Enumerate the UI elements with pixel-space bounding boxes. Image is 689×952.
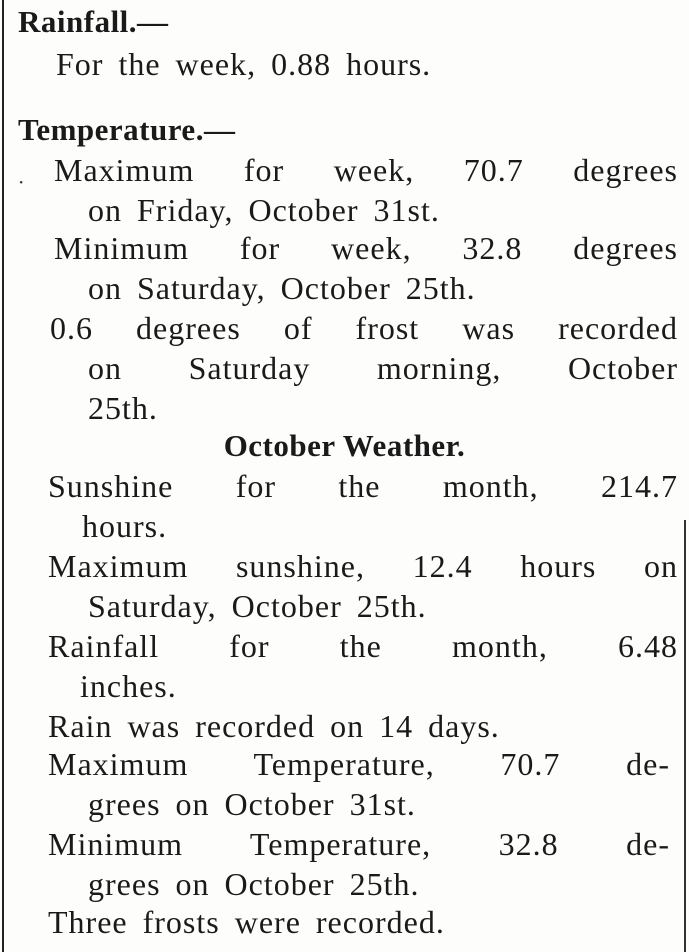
frost-line-1: 0.6 degrees of frost was recorded	[50, 310, 678, 346]
max-sunshine-line-2: Saturday, October 25th.	[88, 588, 427, 624]
max-temp-line-1: Maximum Temperature, 70.7 de-	[48, 746, 670, 782]
temperature-heading: Temperature.—	[18, 112, 236, 147]
min-week-line-1: Minimum for week, 32.8 degrees	[54, 230, 678, 266]
right-column-rule	[684, 520, 686, 952]
rainfall-month-line-1: Rainfall for the month, 6.48	[48, 628, 678, 664]
frost-line-3: 25th.	[88, 390, 158, 426]
rainfall-text: For the week, 0.88 hours.	[56, 46, 432, 82]
rainfall-month-line-2: inches.	[80, 668, 177, 704]
frosts-line: Three frosts were recorded.	[48, 904, 445, 940]
max-week-line-2: on Friday, October 31st.	[88, 192, 440, 228]
max-sunshine-line-1: Maximum sunshine, 12.4 hours on	[48, 548, 678, 584]
left-column-rule	[2, 0, 4, 952]
rain-days-line: Rain was recorded on 14 days.	[48, 708, 500, 744]
min-temp-line-1: Minimum Temperature, 32.8 de-	[48, 826, 670, 862]
bullet-mark: ·	[18, 170, 25, 194]
frost-line-2: on Saturday morning, October	[88, 350, 678, 386]
sunshine-line-1: Sunshine for the month, 214.7	[48, 468, 678, 504]
sunshine-line-2: hours.	[82, 508, 168, 544]
max-week-line-1: Maximum for week, 70.7 degrees	[54, 152, 678, 188]
rainfall-heading: Rainfall.—	[18, 4, 169, 39]
october-weather-heading: October Weather.	[223, 428, 466, 463]
min-temp-line-2: grees on October 25th.	[88, 866, 420, 902]
max-temp-line-2: grees on October 31st.	[88, 786, 416, 822]
min-week-line-2: on Saturday, October 25th.	[88, 270, 476, 306]
